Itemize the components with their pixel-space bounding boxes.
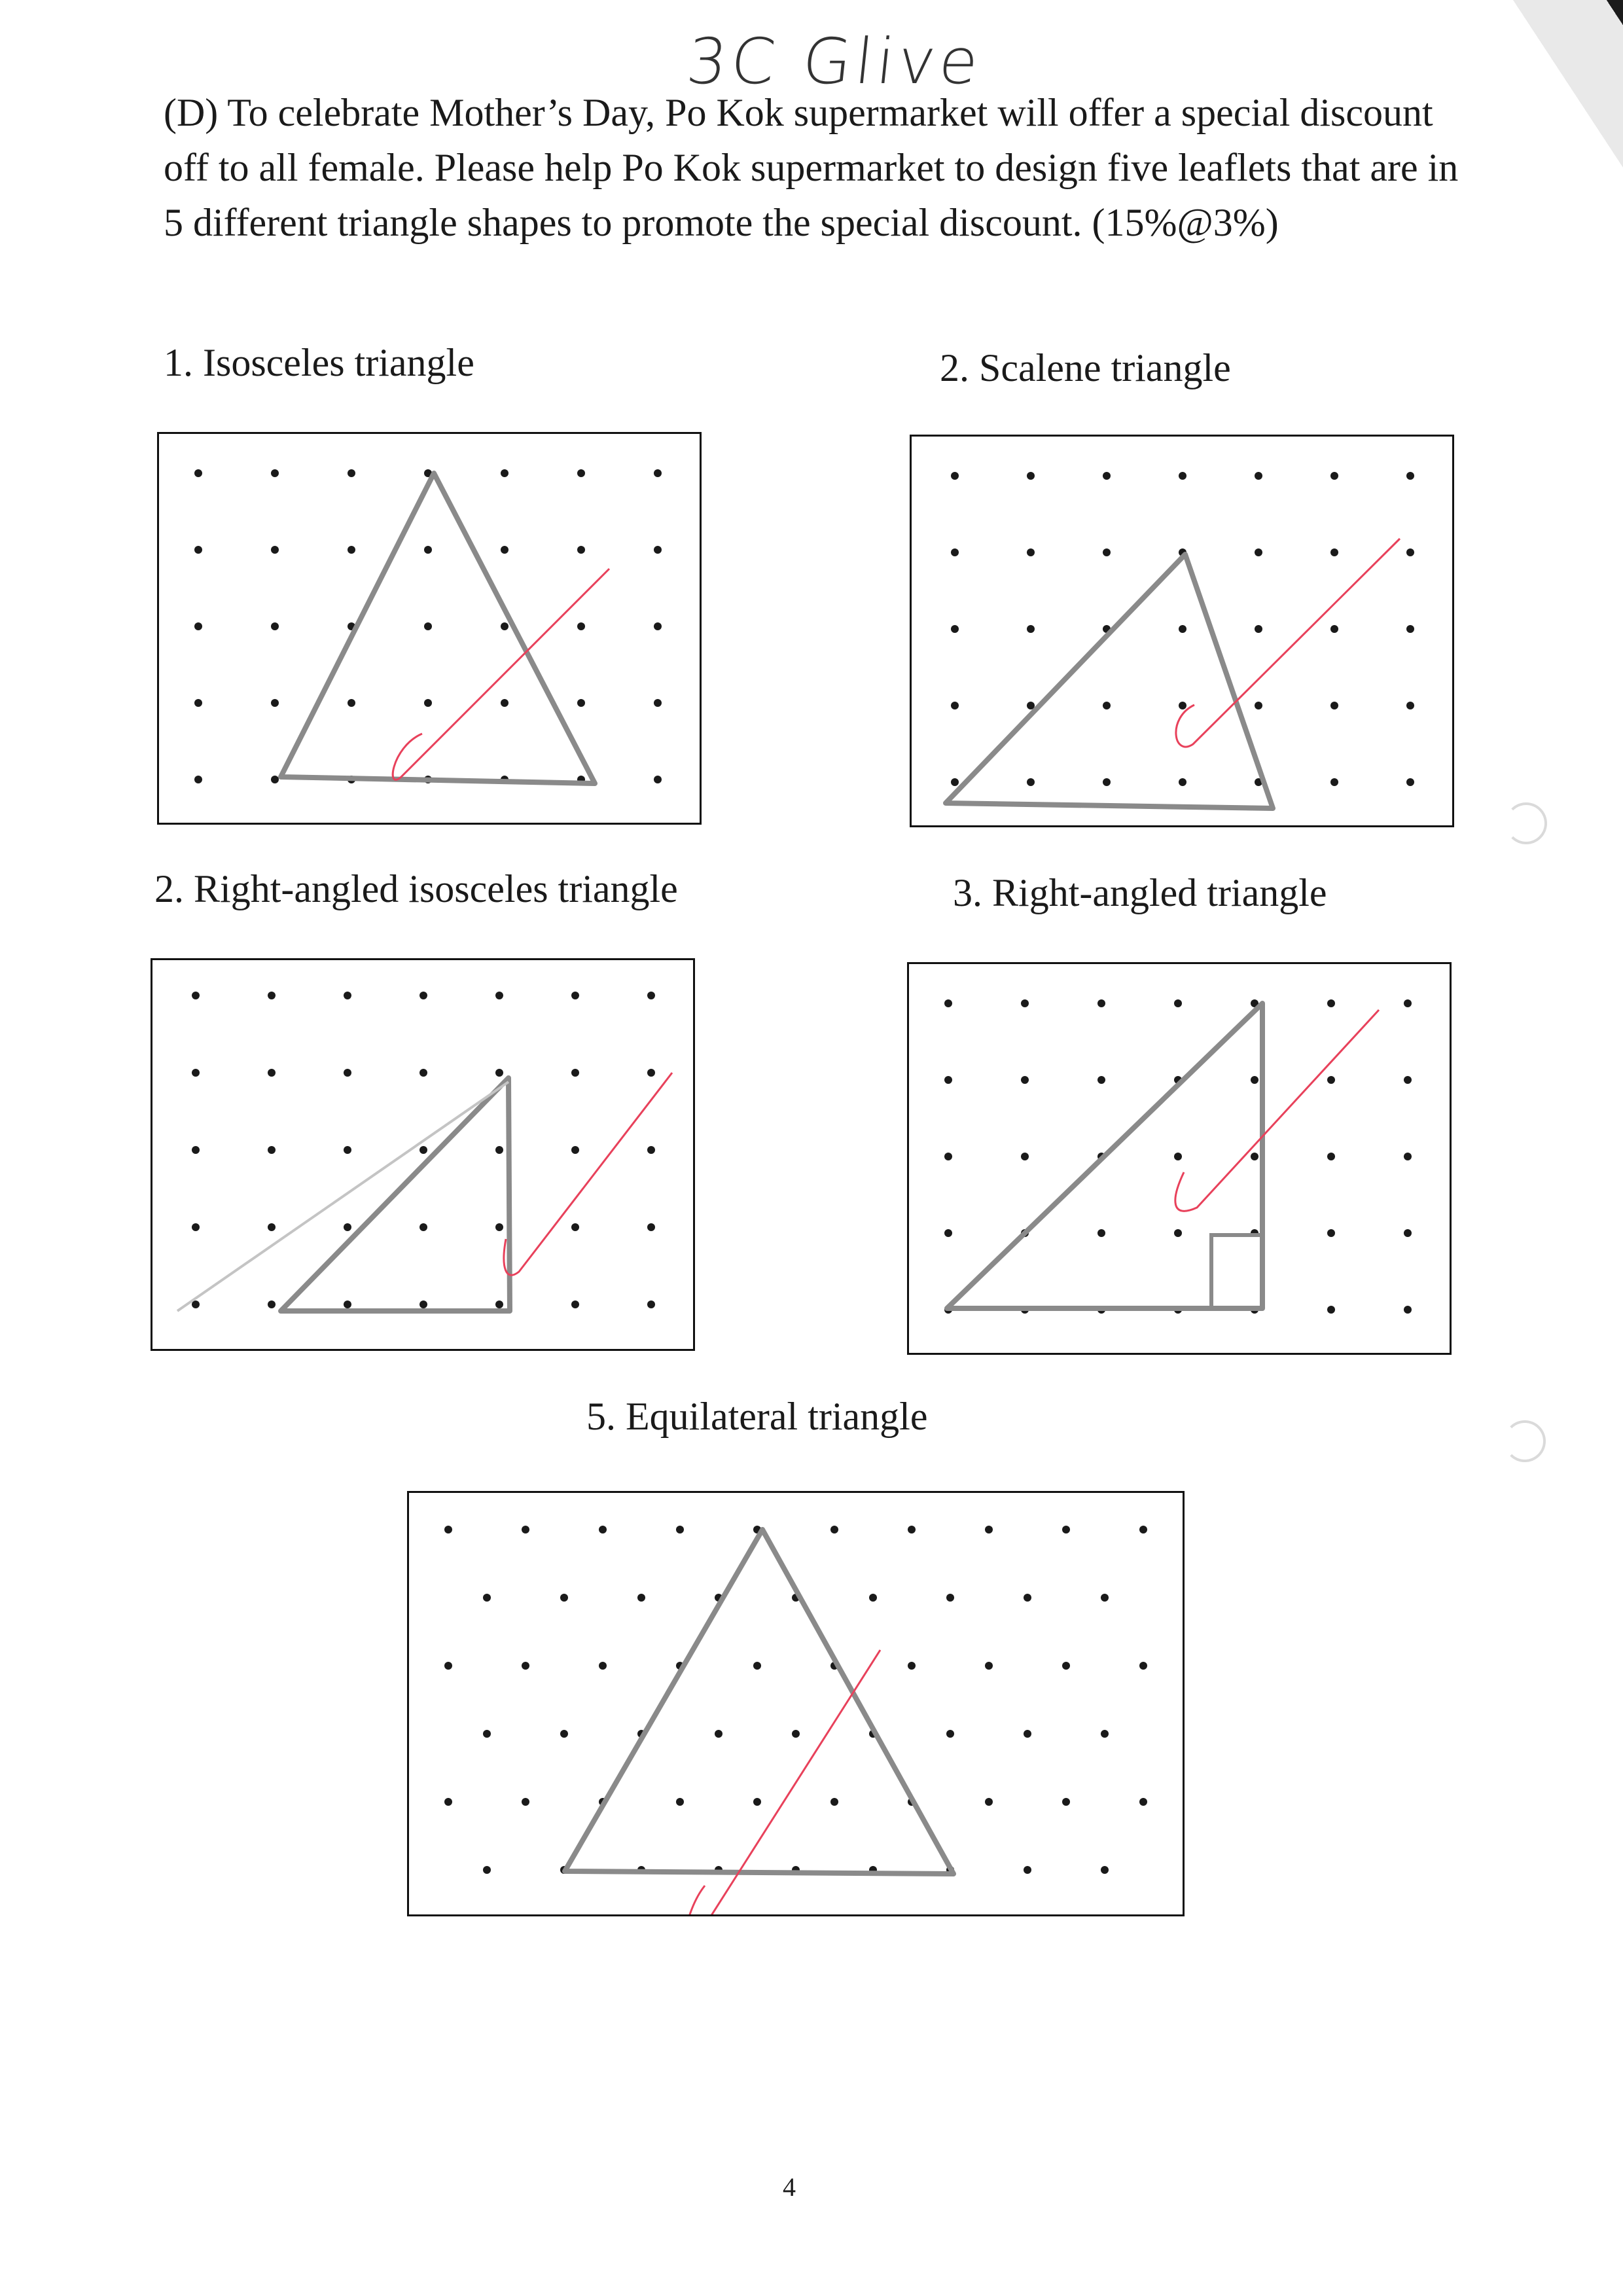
dot-grid-scalene — [910, 435, 1454, 827]
grid-dot — [571, 1146, 579, 1154]
isometric-grid-dots — [444, 1526, 1147, 1874]
grid-dot — [1179, 778, 1186, 786]
grid-dot — [647, 1223, 655, 1231]
grid-dot — [577, 469, 585, 477]
grid-dot — [577, 699, 585, 707]
grid-dot — [577, 622, 585, 630]
grid-dot — [1179, 625, 1186, 633]
grid-dot — [444, 1526, 452, 1534]
task-label-isosceles: 1. Isosceles triangle — [164, 341, 474, 384]
grid-dot — [419, 992, 427, 999]
right-angled-triangle-shape — [947, 1003, 1262, 1308]
grid-dot — [348, 469, 355, 477]
grid-dot — [1062, 1526, 1070, 1534]
grid-dot — [419, 1223, 427, 1231]
grid-dot — [1404, 1153, 1412, 1160]
grid-dot — [647, 1069, 655, 1077]
isosceles-triangle-shape — [281, 473, 595, 783]
grid-dot — [676, 1798, 684, 1806]
grid-dot — [1101, 1866, 1109, 1874]
grid-dot — [1251, 1076, 1258, 1084]
grid-dot — [268, 1146, 276, 1154]
grid-dot — [1179, 472, 1186, 480]
grid-dot — [1174, 1153, 1182, 1160]
grid-dot — [951, 778, 959, 786]
grid-dot — [424, 546, 432, 554]
grid-dot — [501, 546, 508, 554]
grid-dot — [192, 1069, 200, 1077]
grid-dot — [522, 1662, 529, 1670]
grid-dot — [637, 1594, 645, 1602]
grid-dot — [985, 1526, 993, 1534]
task-label-equilateral: 5. Equilateral triangle — [586, 1395, 928, 1438]
question-text: (D) To celebrate Mother’s Day, Po Kok supermarket will offer a special discount off to all female. Please help Po Kok supermarket to design five leaflets that are in 5 different triangle shapes to promote the special discount. (15%@3%) — [164, 91, 1459, 244]
red-tick-mark — [1176, 539, 1400, 747]
grid-dot — [1139, 1526, 1147, 1534]
grid-dot — [1327, 1153, 1335, 1160]
grid-dot — [268, 1069, 276, 1077]
grid-dot — [424, 699, 432, 707]
grid-dot — [1404, 1076, 1412, 1084]
grid-dot — [1406, 778, 1414, 786]
handwritten-name: 3C Glive — [683, 25, 986, 98]
grid-dot — [194, 469, 202, 477]
grid-dot — [1021, 1076, 1029, 1084]
grid-dot — [192, 1146, 200, 1154]
grid-dot — [599, 1526, 607, 1534]
grid-dot — [419, 1300, 427, 1308]
grid-dot — [985, 1798, 993, 1806]
grid-dots — [951, 472, 1414, 786]
grid-dot — [715, 1730, 722, 1738]
grid-dot — [1330, 548, 1338, 556]
grid-dot — [647, 992, 655, 999]
grid-dot — [1062, 1798, 1070, 1806]
right-angle-marker — [1211, 1235, 1262, 1308]
grid-dot — [1021, 999, 1029, 1007]
grid-dot — [348, 546, 355, 554]
grid-dot — [344, 1069, 351, 1077]
grid-dot — [908, 1662, 916, 1670]
grid-dot — [1179, 702, 1186, 709]
grid-dot — [1027, 778, 1035, 786]
grid-dot — [1255, 548, 1262, 556]
grid-dot — [1062, 1662, 1070, 1670]
grid-dot — [483, 1866, 491, 1874]
grid-dot — [1404, 1229, 1412, 1237]
isosceles-drawing — [159, 434, 700, 823]
grid-dot — [344, 992, 351, 999]
grid-dot — [1174, 999, 1182, 1007]
grid-dot — [654, 469, 662, 477]
grid-dot — [1255, 702, 1262, 709]
grid-dot — [522, 1526, 529, 1534]
grid-dot — [271, 776, 279, 783]
grid-dot — [560, 1594, 568, 1602]
grid-dot — [1404, 999, 1412, 1007]
task-label-right-angled: 3. Right-angled triangle — [953, 871, 1327, 914]
grid-dot — [1139, 1798, 1147, 1806]
grid-dot — [654, 622, 662, 630]
grid-dot — [571, 1223, 579, 1231]
grid-dot — [1021, 1153, 1029, 1160]
grid-dot — [1255, 472, 1262, 480]
grid-dot — [194, 546, 202, 554]
right-angled-isosceles-drawing — [152, 960, 693, 1349]
grid-dot — [647, 1146, 655, 1154]
grid-dot — [1330, 702, 1338, 709]
grid-dot — [647, 1300, 655, 1308]
grid-dot — [753, 1662, 761, 1670]
grid-dot — [571, 1300, 579, 1308]
grid-dot — [1097, 1229, 1105, 1237]
grid-dot — [444, 1798, 452, 1806]
grid-dot — [654, 776, 662, 783]
right-angled-isosceles-triangle-shape — [281, 1078, 510, 1311]
grid-dot — [271, 469, 279, 477]
grid-dot — [1097, 1076, 1105, 1084]
grid-dot — [194, 776, 202, 783]
grid-dot — [268, 1300, 276, 1308]
grid-dot — [951, 702, 959, 709]
grid-dot — [1103, 548, 1111, 556]
grid-dot — [577, 546, 585, 554]
grid-dot — [951, 472, 959, 480]
equilateral-triangle-shape — [565, 1530, 954, 1874]
grid-dot — [1024, 1594, 1031, 1602]
grid-dot — [1255, 625, 1262, 633]
grid-dot — [1101, 1594, 1109, 1602]
erased-pencil-line — [177, 1082, 508, 1311]
grid-dots — [194, 469, 662, 783]
grid-dot — [676, 1526, 684, 1534]
grid-dot — [944, 1076, 952, 1084]
grid-dot — [1097, 999, 1105, 1007]
punch-hole — [1504, 1420, 1546, 1462]
grid-dot — [792, 1730, 800, 1738]
grid-dot — [985, 1662, 993, 1670]
dot-grid-right-angled — [907, 962, 1452, 1355]
grid-dots — [944, 999, 1412, 1314]
grid-dot — [192, 1223, 200, 1231]
grid-dot — [1027, 472, 1035, 480]
grid-dot — [419, 1069, 427, 1077]
right-angled-drawing — [909, 964, 1450, 1353]
page-number: 4 — [783, 2172, 796, 2202]
punch-hole — [1505, 802, 1547, 844]
dot-grid-isosceles — [157, 432, 702, 825]
grid-dot — [946, 1594, 954, 1602]
grid-dot — [268, 992, 276, 999]
grid-dot — [1406, 625, 1414, 633]
grid-dot — [1139, 1662, 1147, 1670]
red-tick-mark — [1175, 1010, 1379, 1211]
grid-dot — [1024, 1866, 1031, 1874]
grid-dot — [194, 699, 202, 707]
grid-dot — [869, 1594, 877, 1602]
grid-dot — [1103, 702, 1111, 709]
grid-dot — [495, 1069, 503, 1077]
grid-dot — [268, 1223, 276, 1231]
grid-dot — [1327, 1306, 1335, 1314]
grid-dot — [501, 622, 508, 630]
grid-dot — [424, 622, 432, 630]
grid-dot — [1330, 778, 1338, 786]
grid-dot — [1327, 1076, 1335, 1084]
grid-dot — [1330, 472, 1338, 480]
grid-dot — [495, 1300, 503, 1308]
scalene-triangle-shape — [946, 554, 1273, 808]
grid-dot — [501, 699, 508, 707]
grid-dot — [444, 1662, 452, 1670]
grid-dot — [483, 1594, 491, 1602]
dot-grid-equilateral — [407, 1491, 1185, 1916]
grid-dot — [571, 992, 579, 999]
grid-dot — [1103, 472, 1111, 480]
grid-dot — [344, 1223, 351, 1231]
grid-dot — [908, 1526, 916, 1534]
grid-dot — [194, 622, 202, 630]
grid-dot — [522, 1798, 529, 1806]
grid-dot — [1251, 1153, 1258, 1160]
grid-dot — [271, 546, 279, 554]
grid-dot — [753, 1798, 761, 1806]
grid-dot — [495, 992, 503, 999]
grid-dot — [501, 469, 508, 477]
grid-dot — [1027, 548, 1035, 556]
red-tick-mark — [504, 1073, 672, 1275]
grid-dot — [1327, 1229, 1335, 1237]
grid-dot — [830, 1526, 838, 1534]
grid-dot — [192, 992, 200, 999]
grid-dot — [1406, 702, 1414, 709]
grid-dot — [483, 1730, 491, 1738]
grid-dot — [560, 1730, 568, 1738]
grid-dot — [944, 999, 952, 1007]
grid-dot — [1404, 1306, 1412, 1314]
grid-dot — [1027, 625, 1035, 633]
grid-dot — [344, 1146, 351, 1154]
grid-dot — [946, 1730, 954, 1738]
task-label-scalene: 2. Scalene triangle — [940, 346, 1231, 389]
grid-dot — [951, 548, 959, 556]
dot-grid-right-angled-isosceles — [151, 958, 695, 1351]
grid-dot — [654, 699, 662, 707]
task-label-right-angled-isosceles: 2. Right-angled isosceles triangle — [154, 867, 678, 910]
grid-dot — [1330, 625, 1338, 633]
grid-dots — [192, 992, 655, 1308]
grid-dot — [951, 625, 959, 633]
grid-dot — [1024, 1730, 1031, 1738]
grid-dot — [944, 1153, 952, 1160]
equilateral-drawing — [409, 1493, 1183, 1914]
grid-dot — [495, 1223, 503, 1231]
grid-dot — [348, 699, 355, 707]
grid-dot — [571, 1069, 579, 1077]
grid-dot — [1174, 1229, 1182, 1237]
grid-dot — [1103, 778, 1111, 786]
grid-dot — [830, 1798, 838, 1806]
grid-dot — [1101, 1730, 1109, 1738]
grid-dot — [495, 1146, 503, 1154]
grid-dot — [1327, 999, 1335, 1007]
grid-dot — [271, 622, 279, 630]
scalene-drawing — [912, 437, 1452, 825]
grid-dot — [419, 1146, 427, 1154]
grid-dot — [271, 699, 279, 707]
grid-dot — [1406, 548, 1414, 556]
grid-dot — [654, 546, 662, 554]
grid-dot — [1406, 472, 1414, 480]
grid-dot — [344, 1300, 351, 1308]
grid-dot — [599, 1662, 607, 1670]
grid-dot — [944, 1229, 952, 1237]
